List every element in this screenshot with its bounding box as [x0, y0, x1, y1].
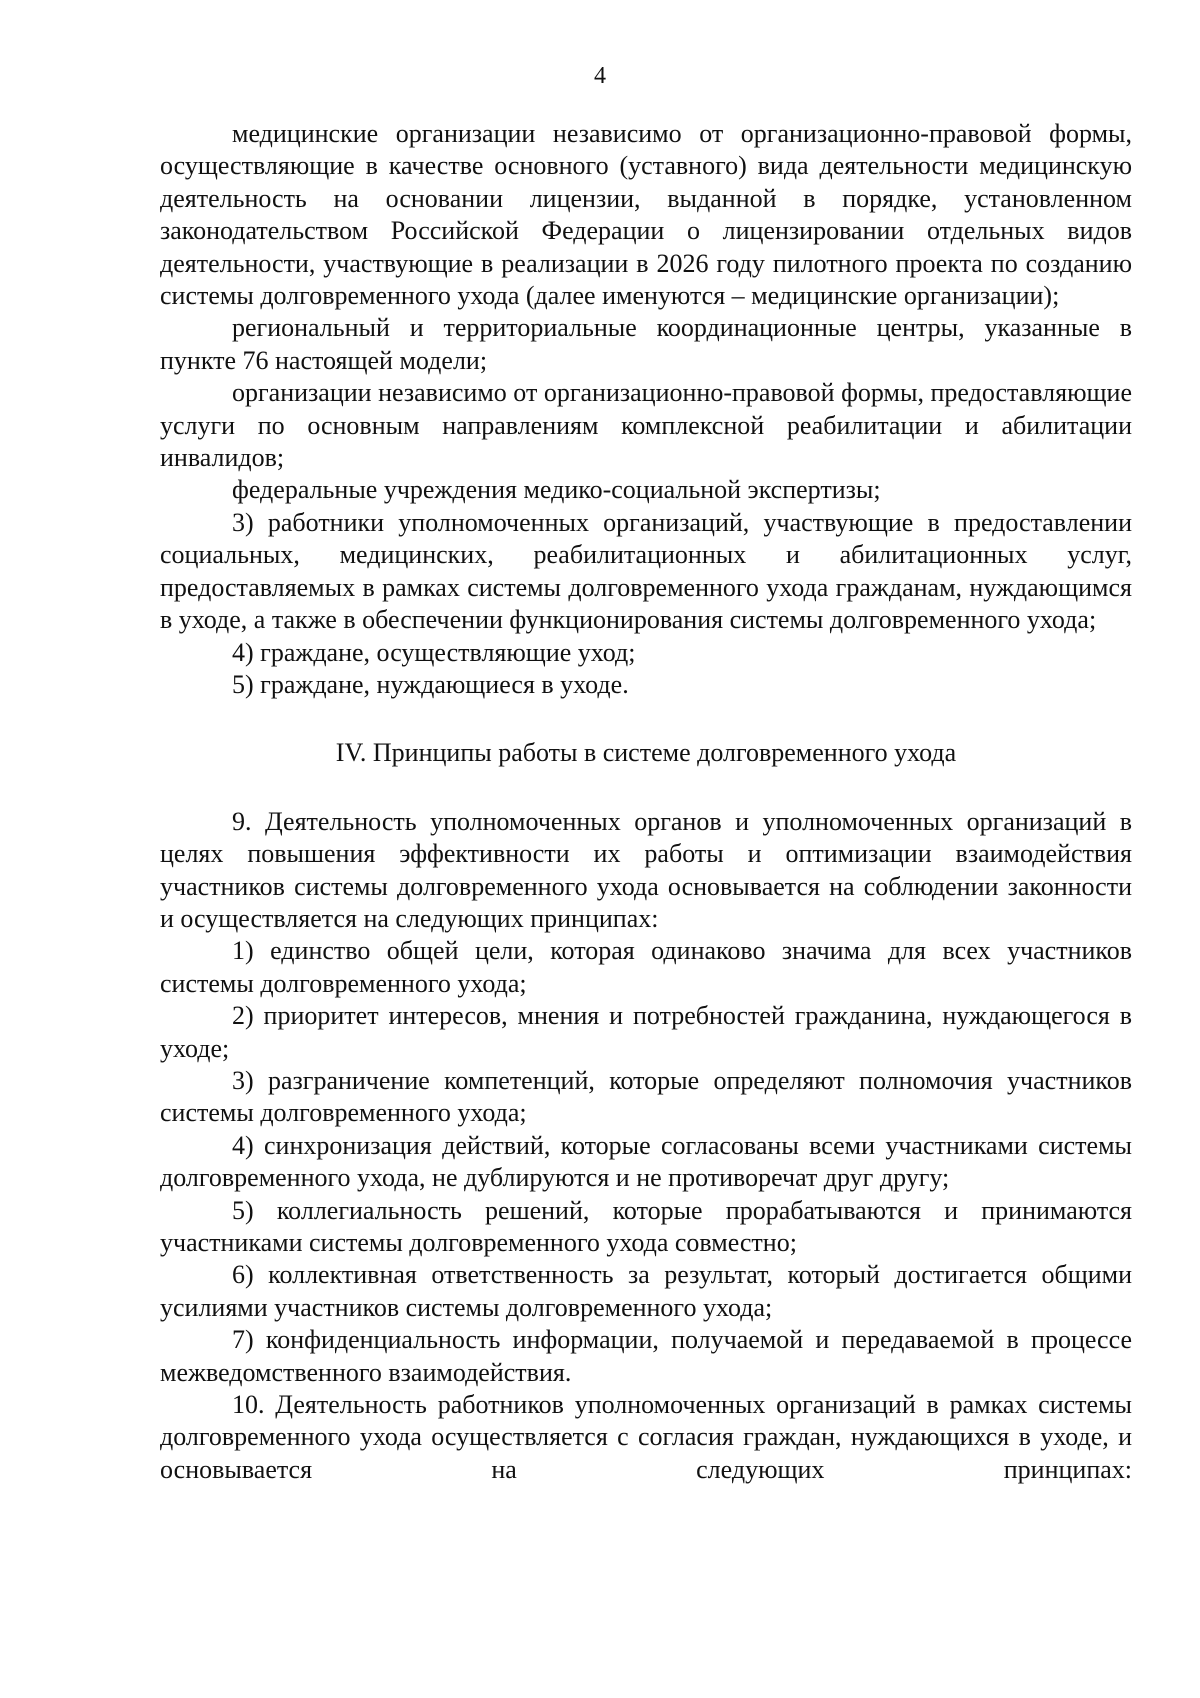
paragraph-medical-organizations: медицинские организации независимо от организационно-правовой формы, осуществляющие в качестве основного (уставного) вида деятельности медицинскую деятельность на основании лицензии, выданной в порядке, установленном законодательством Российской Федерации о лицензировании отдельных видов деятельности, участвующие в реализации в 2026 году пилотного проекта по созданию системы долговременного ухода (далее именуются – медицинские организации);: [160, 119, 1132, 311]
document-body: [160, 118, 1132, 1486]
paragraph-clause-10: 10. Деятельность работников уполномоченных организаций в рамках системы долговременного ухода осуществляется с согласия граждан, нуждающихся в уходе, и основывается на следующих принципах:: [160, 1390, 1132, 1484]
principle-item-5: 5) коллегиальность решений, которые прорабатываются и принимаются участниками системы долговременного ухода совместно;: [160, 1195, 1132, 1257]
paragraph-rehabilitation-organizations: организации независимо от организационно-правовой формы, предоставляющие услуги по основным направлениям комплексной реабилитации и абилитации инвалидов;: [160, 378, 1132, 473]
paragraph-item-4-caregivers: 4) граждане, осуществляющие уход;: [232, 637, 636, 667]
principle-item-6: 6) коллективная ответственность за результат, который достигается общими усилиями участников системы долговременного ухода;: [160, 1260, 1132, 1322]
principle-item-2: 2) приоритет интересов, мнения и потребностей гражданина, нуждающегося в уходе;: [160, 1001, 1132, 1063]
principle-item-7: 7) конфиденциальность информации, получаемой и передаваемой в процессе межведомственного взаимодействия.: [160, 1325, 1132, 1387]
page-number: 4: [594, 63, 606, 89]
principle-item-4: 4) синхронизация действий, которые согласованы всеми участниками системы долговременного ухода, не дублируются и не противоречат друг другу;: [160, 1130, 1132, 1193]
paragraph-clause-9: 9. Деятельность уполномоченных органов и уполномоченных организаций в целях повышения эффективности их работы и оптимизации взаимодействия участников системы долговременного ухода основывается на соблюдении законности и осуществляется на следующих принципах:: [160, 806, 1132, 933]
principle-item-1: 1) единство общей цели, которая одинаково значима для всех участников системы долговременного ухода;: [160, 936, 1132, 998]
paragraph-item-5-care-recipients: 5) граждане, нуждающиеся в уходе.: [232, 669, 629, 699]
section-heading: IV. Принципы работы в системе долговременного ухода: [335, 738, 957, 768]
paragraph-item-3-workers: 3) работники уполномоченных организаций, участвующие в предоставлении социальных, медицинских, реабилитационных и абилитационных услуг, предоставляемых в рамках системы долговременного ухода гражданам, нуждающимся в уходе, а также в обеспечении функционирования системы долговременного ухода;: [160, 507, 1132, 635]
paragraph-mse-institutions: федеральные учреждения медико-социальной экспертизы;: [232, 475, 881, 505]
paragraph-coordination-centers: региональный и территориальные координационные центры, указанные в пункте 76 настоящей модели;: [160, 313, 1132, 375]
principle-item-3: 3) разграничение компетенций, которые определяют полномочия участников системы долговременного ухода;: [160, 1065, 1132, 1128]
